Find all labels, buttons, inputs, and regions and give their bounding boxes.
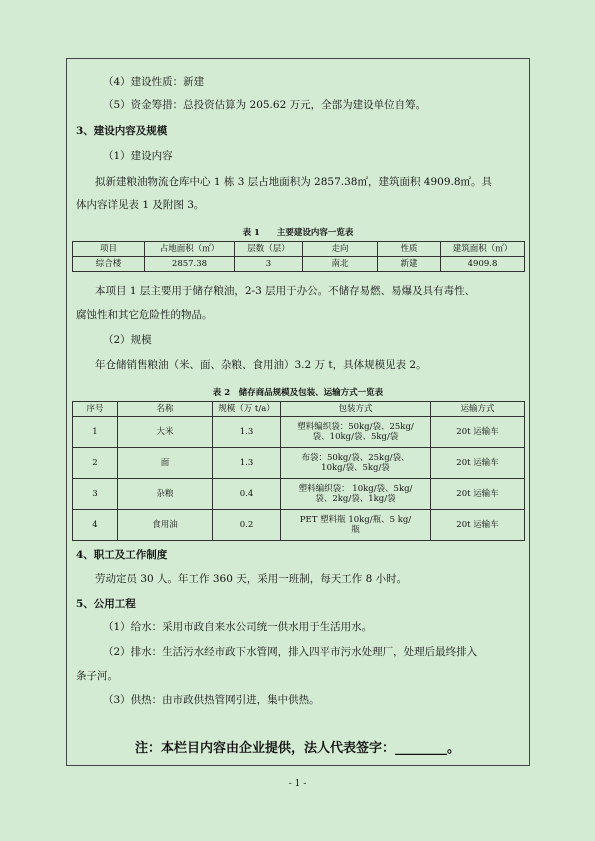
packaging-line: 塑料编织袋：50kg/袋、25kg/	[297, 422, 414, 432]
table1-cell: 南北	[303, 257, 378, 272]
table2-cell: 食用油	[118, 510, 213, 541]
paragraph-line: 劳动定员 30 人。年工作 360 天，采用一班制，每天工作 8 小时。	[95, 573, 408, 585]
table2-cell	[281, 417, 431, 448]
table2-cell: 20t 运输车	[431, 448, 525, 479]
table2-cell: 杂粮	[118, 479, 213, 510]
table2-cell: 2	[73, 448, 118, 479]
paragraph-line: 体内容详见表 1 及附图 3。	[76, 199, 205, 211]
table1-cell: 4909.8	[441, 257, 525, 272]
subheading-scale: （2）规模	[103, 334, 152, 346]
table2-cell: 1	[73, 417, 118, 448]
table2-header: 运输方式	[431, 402, 525, 417]
table2-cell: 0.2	[213, 510, 281, 541]
packaging-line: PET 塑料瓶 10kg/瓶、5 kg/	[299, 515, 412, 525]
packaging-line: 布袋：50kg/袋、25kg/袋、	[301, 453, 410, 463]
paragraph-line: （2）排水：生活污水经市政下水管网，排入四平市污水处理厂，处理后最终排入	[103, 646, 478, 658]
packaging-line: 袋、2kg/袋、1kg/袋	[315, 494, 396, 504]
table1-header: 走向	[303, 242, 378, 257]
section-heading-4: 4、职工及工作制度	[76, 549, 168, 561]
section-heading-3: 3、建设内容及规模	[76, 125, 168, 137]
paragraph-line: 年仓储销售粮油（米、面、杂粮、食用油）3.2 万 t，具体规模见表 2。	[95, 359, 427, 371]
subheading-construction-content: （1）建设内容	[103, 150, 173, 162]
table2-cell	[281, 448, 431, 479]
table1-caption: 表 1 主要建设内容一览表	[242, 228, 354, 238]
paragraph-line: 拟新建粮油物流仓库中心 1 栋 3 层占地面积为 2857.38㎡，建筑面积 4909.8㎡。具	[95, 176, 493, 188]
table2-cell: 面	[118, 448, 213, 479]
table1-header: 占地面积（㎡）	[145, 242, 235, 257]
table2-cell: 20t 运输车	[431, 417, 525, 448]
table1-cell: 新建	[378, 257, 441, 272]
table2-header: 序号	[73, 402, 118, 417]
paragraph-line: （1）给水：采用市政自来水公司统一供水用于生活用水。	[103, 621, 373, 633]
paragraph-line: 本项目 1 层主要用于储存粮油，2-3 层用于办公。不储存易燃、易爆及具有毒性、	[95, 285, 476, 297]
table2-header: 规模（万 t/a）	[213, 402, 281, 417]
page-number: - 1 -	[288, 779, 307, 789]
table1-cell: 3	[235, 257, 303, 272]
table-row	[73, 417, 525, 448]
table1-header: 项目	[73, 242, 145, 257]
table-row	[73, 448, 525, 479]
table2	[72, 401, 525, 541]
table2-cell	[281, 510, 431, 541]
table1	[72, 241, 525, 272]
packaging-line: 瓶	[351, 525, 360, 535]
packaging-line: 10kg/袋、5kg/袋	[321, 463, 390, 473]
table1-cell: 综合楼	[73, 257, 145, 272]
construction-nature: （4）建设性质：新建	[103, 76, 205, 88]
table2-header: 名称	[118, 402, 213, 417]
table2-cell: 1.3	[213, 417, 281, 448]
fund-raising: （5）资金筹措：总投资估算为 205.62 万元，全部为建设单位自筹。	[103, 99, 427, 111]
table2-cell: 1.3	[213, 448, 281, 479]
packaging-line: 塑料编织袋： 10kg/袋、5kg/	[298, 484, 413, 494]
paragraph-line: 腐蚀性和其它危险性的物品。	[76, 309, 213, 321]
section-heading-5: 5、公用工程	[76, 598, 136, 610]
paragraph-line: （3）供热：由市政供热管网引进，集中供热。	[103, 694, 320, 706]
table2-caption: 表 2 储存商品规模及包装、运输方式一览表	[212, 388, 384, 398]
table2-cell: 4	[73, 510, 118, 541]
packaging-line: 袋、10kg/袋、5kg/袋	[312, 432, 399, 442]
table1-header: 层数（层）	[235, 242, 303, 257]
table2-header: 包装方式	[281, 402, 431, 417]
table-row	[73, 510, 525, 541]
paragraph-line: 条子河。	[76, 670, 118, 682]
table1-cell: 2857.38	[145, 257, 235, 272]
table2-cell: 0.4	[213, 479, 281, 510]
signature-note: 注：本栏目内容由企业提供，法人代表签字：________。	[134, 741, 460, 756]
table2-cell: 20t 运输车	[431, 510, 525, 541]
table2-cell	[281, 479, 431, 510]
table2-cell: 大米	[118, 417, 213, 448]
table2-cell: 3	[73, 479, 118, 510]
table-row	[73, 479, 525, 510]
table1-header: 建筑面积（㎡）	[441, 242, 525, 257]
table1-header: 性质	[378, 242, 441, 257]
table2-cell: 20t 运输车	[431, 479, 525, 510]
